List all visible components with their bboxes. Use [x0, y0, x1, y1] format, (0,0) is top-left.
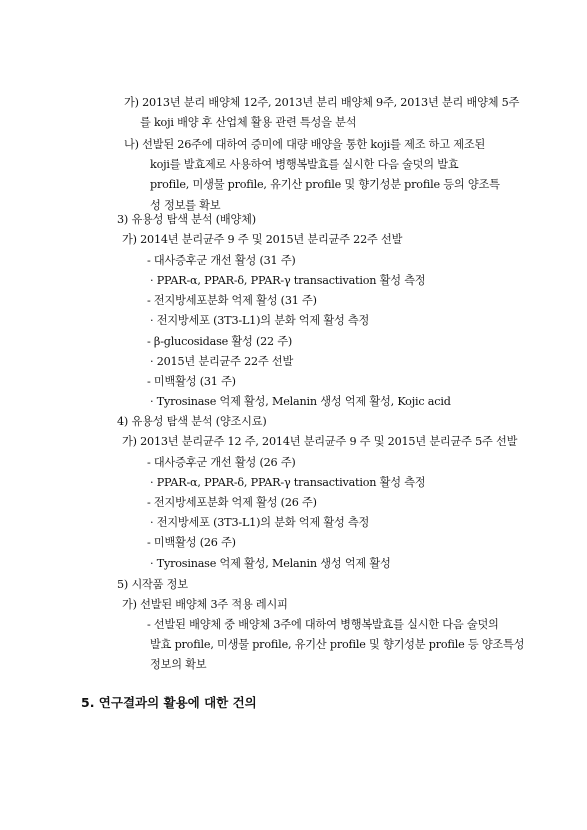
text-line: 성 정보를 확보	[150, 199, 221, 212]
text-line: - β-glucosidase 활성 (22 주)	[147, 335, 293, 348]
text-line: 를 koji 배양 후 산업체 활용 관련 특성을 분석	[140, 116, 357, 129]
text-line: · 전지방세포 (3T3-L1)의 분화 억제 활성 측정	[150, 516, 370, 529]
section-heading: 5. 연구결과의 활용에 대한 건의	[81, 695, 257, 710]
text-line: - 대사증후군 개선 활성 (26 주)	[147, 456, 296, 469]
text-line: 가) 2013년 분리균주 12 주, 2014년 분리균주 9 주 및 2015년 분리균주 5주 선발	[122, 435, 518, 448]
text-line: · 2015년 분리균주 22주 선발	[150, 355, 294, 368]
text-line: 가) 2013년 분리 배양체 12주, 2013년 분리 배양체 9주, 2013년 분리 배양체 5주	[124, 96, 520, 109]
text-line: - 미백활성 (31 주)	[147, 375, 236, 388]
text-line: · Tyrosinase 억제 활성, Melanin 생성 억제 활성	[150, 557, 391, 570]
text-line: 4) 유용성 탐색 분석 (양조시료)	[117, 415, 267, 428]
text-line: 정보의 확보	[150, 658, 207, 671]
text-line: - 전지방세포분화 억제 활성 (26 주)	[147, 496, 317, 509]
text-line: profile, 미생물 profile, 유기산 profile 및 향기성분 profile 등의 양조특	[150, 178, 500, 191]
text-line: 3) 유용성 탐색 분석 (배양체)	[117, 213, 256, 226]
text-line: - 미백활성 (26 주)	[147, 536, 236, 549]
text-line: 나) 선발된 26주에 대하여 증미에 대량 배양을 통한 koji를 제조 하고 제조된	[124, 138, 486, 151]
text-line: - 전지방세포분화 억제 활성 (31 주)	[147, 294, 317, 307]
text-line: 가) 2014년 분리균주 9 주 및 2015년 분리균주 22주 선발	[122, 233, 403, 246]
text-line: 가) 선발된 배양체 3주 적용 레시피	[122, 598, 288, 611]
text-line: · Tyrosinase 억제 활성, Melanin 생성 억제 활성, Kojic acid	[150, 395, 451, 408]
text-line: 발효 profile, 미생물 profile, 유기산 profile 및 향기성분 profile 등 양조특성	[150, 638, 525, 651]
text-line: - 선발된 배양체 중 배양체 3주에 대하여 병행복발효를 실시한 다음 술덧의	[147, 618, 499, 631]
text-line: koji를 발효제로 사용하여 병행복발효를 실시한 다음 술덧의 발효	[150, 158, 459, 171]
text-line: - 대사증후군 개선 활성 (31 주)	[147, 254, 296, 267]
text-line: 5) 시작품 정보	[117, 578, 188, 591]
text-line: · PPAR-α, PPAR-δ, PPAR-γ transactivation 활성 측정	[150, 274, 426, 287]
text-line: · 전지방세포 (3T3-L1)의 분화 억제 활성 측정	[150, 314, 370, 327]
text-line: · PPAR-α, PPAR-δ, PPAR-γ transactivation 활성 측정	[150, 476, 426, 489]
